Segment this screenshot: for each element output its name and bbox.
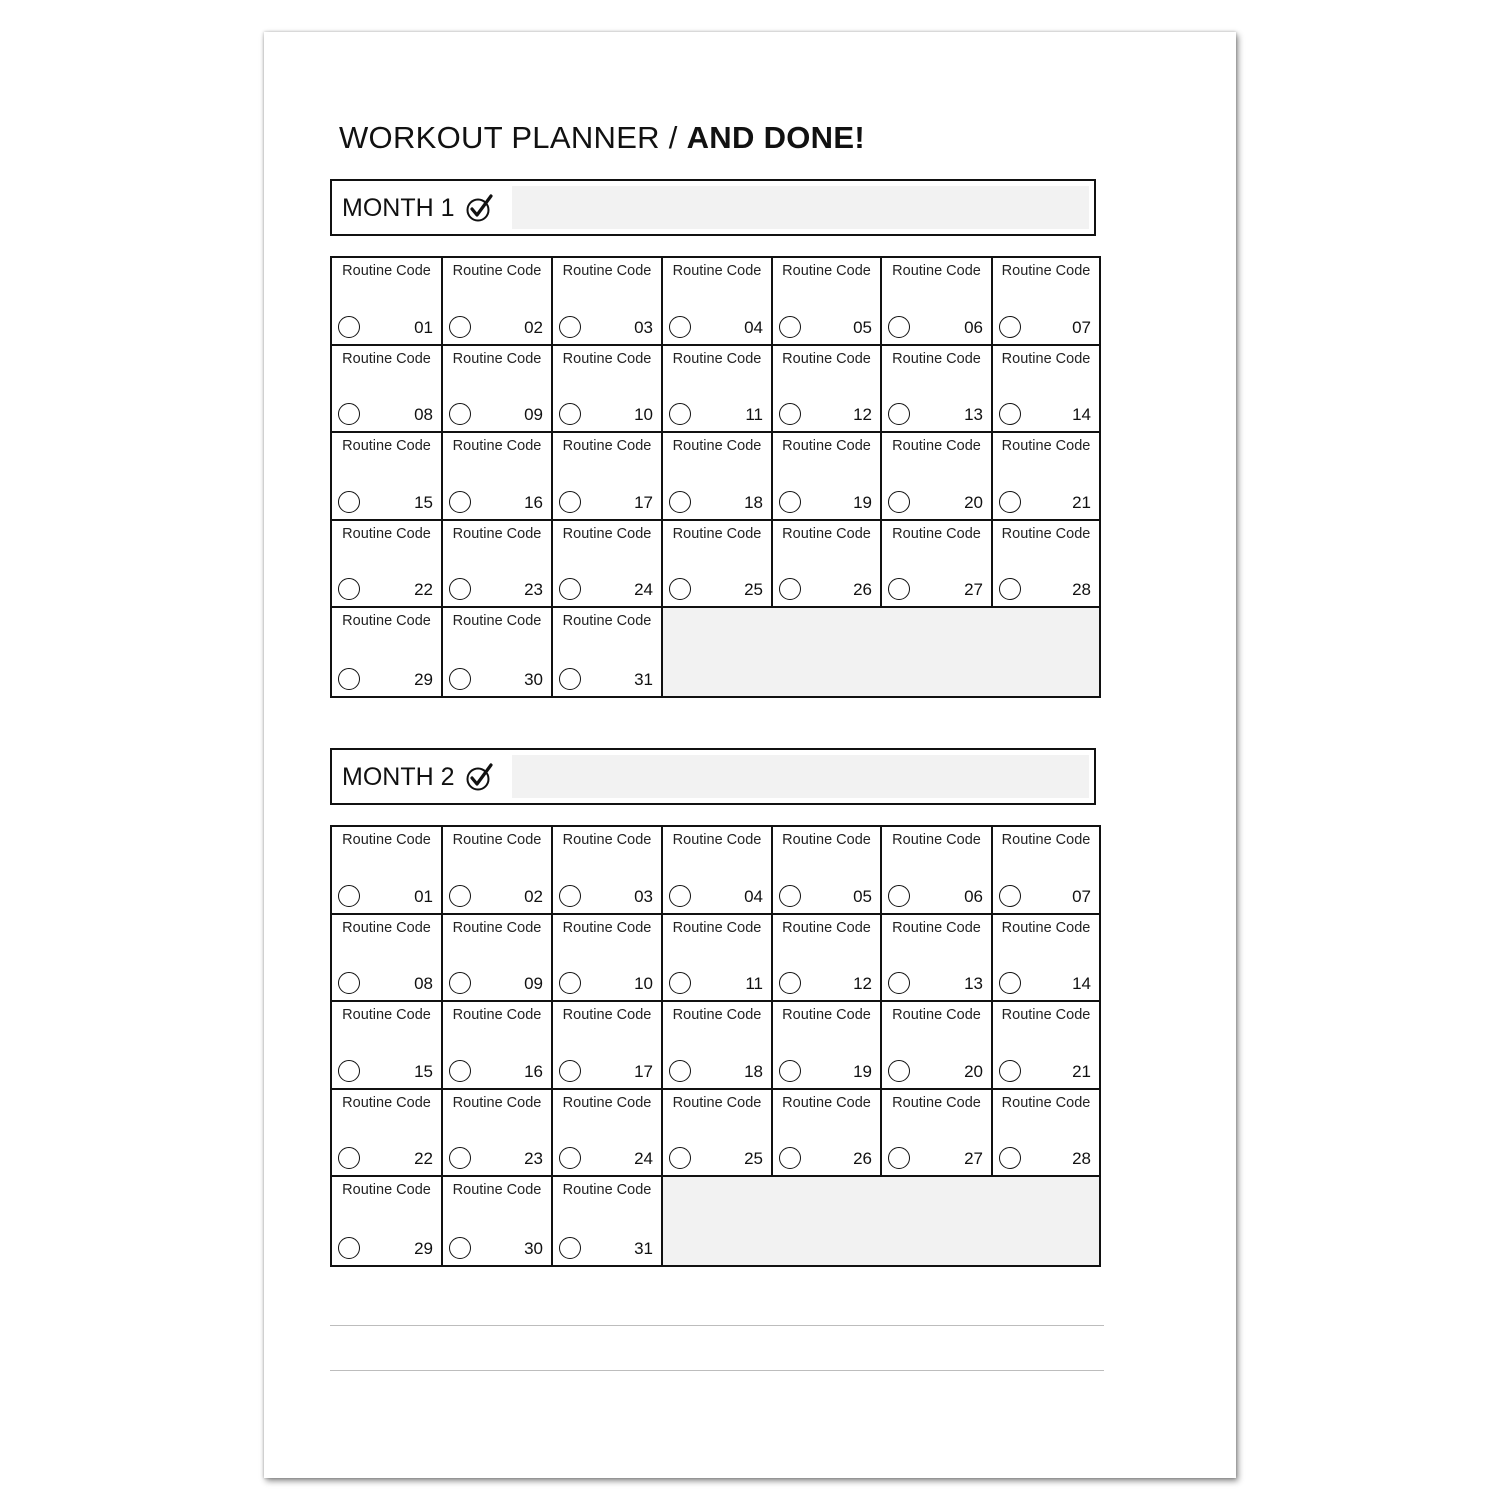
day-number: 13 (964, 405, 983, 425)
day-cell[interactable] (993, 915, 1099, 1003)
done-checkbox-circle[interactable] (449, 403, 471, 425)
day-cell[interactable] (332, 521, 443, 609)
routine-code-label: Routine Code (452, 525, 542, 542)
day-cell[interactable] (443, 827, 553, 915)
routine-code-label: Routine Code (782, 350, 871, 367)
routine-code-label: Routine Code (562, 350, 652, 367)
routine-code-label: Routine Code (892, 1007, 981, 1024)
day-cell[interactable] (332, 827, 443, 915)
routine-code-label: Routine Code (562, 1182, 652, 1199)
day-cell[interactable] (663, 915, 773, 1003)
done-checkbox-circle[interactable] (669, 316, 691, 338)
day-number: 06 (964, 317, 983, 337)
done-checkbox-circle[interactable] (559, 578, 581, 600)
routine-code-label: Routine Code (782, 919, 871, 936)
day-number: 21 (1072, 492, 1091, 512)
day-cell[interactable] (553, 258, 663, 346)
done-checkbox-circle[interactable] (338, 1147, 360, 1169)
done-checkbox-circle[interactable] (999, 1147, 1021, 1169)
day-cell[interactable] (663, 346, 773, 434)
day-cell[interactable] (882, 346, 993, 434)
day-number: 30 (524, 669, 543, 689)
day-cell[interactable] (663, 827, 773, 915)
done-checkbox-circle[interactable] (449, 1237, 471, 1259)
day-number: 10 (634, 974, 653, 994)
day-number: 08 (414, 405, 433, 425)
title-regular: WORKOUT PLANNER / (339, 120, 687, 155)
done-checkbox-circle[interactable] (559, 972, 581, 994)
day-cell[interactable] (553, 915, 663, 1003)
done-checkbox-circle[interactable] (888, 1060, 910, 1082)
done-checkbox-circle[interactable] (669, 1060, 691, 1082)
day-number: 19 (853, 1061, 872, 1081)
day-number: 07 (1072, 317, 1091, 337)
day-number: 24 (634, 580, 653, 600)
done-checkbox-circle[interactable] (999, 1060, 1021, 1082)
done-checkbox-circle[interactable] (449, 1147, 471, 1169)
done-checkbox-circle[interactable] (449, 885, 471, 907)
done-checkbox-circle[interactable] (338, 403, 360, 425)
day-cell[interactable] (443, 1090, 553, 1178)
day-number: 19 (853, 492, 872, 512)
routine-code-label: Routine Code (562, 919, 652, 936)
done-checkbox-circle[interactable] (559, 668, 581, 690)
routine-code-label: Routine Code (782, 832, 871, 848)
day-cell[interactable] (553, 608, 663, 696)
routine-code-label: Routine Code (782, 438, 871, 455)
routine-code-label: Routine Code (1001, 350, 1091, 367)
done-checkbox-circle[interactable] (888, 885, 910, 907)
day-number: 02 (524, 886, 543, 906)
routine-code-label: Routine Code (342, 438, 431, 455)
day-cell[interactable] (773, 521, 882, 609)
day-number: 11 (745, 974, 763, 994)
day-number: 13 (964, 974, 983, 994)
done-checkbox-circle[interactable] (338, 316, 360, 338)
done-checkbox-circle[interactable] (999, 316, 1021, 338)
day-number: 26 (853, 1149, 872, 1169)
day-number: 03 (634, 317, 653, 337)
done-checkbox-circle[interactable] (999, 578, 1021, 600)
routine-code-label: Routine Code (672, 832, 762, 848)
routine-code-label: Routine Code (892, 919, 981, 936)
routine-code-label: Routine Code (342, 350, 431, 367)
note-line (330, 1325, 1104, 1326)
done-checkbox-circle[interactable] (779, 1147, 801, 1169)
month-1-day-grid (330, 256, 1101, 698)
done-checkbox-circle[interactable] (888, 491, 910, 513)
day-number: 09 (524, 405, 543, 425)
month-1-header (330, 179, 1096, 236)
day-number: 03 (634, 886, 653, 906)
day-cell[interactable] (553, 346, 663, 434)
routine-code-label: Routine Code (562, 438, 652, 455)
routine-code-label: Routine Code (672, 438, 762, 455)
day-number: 18 (744, 492, 763, 512)
routine-code-label: Routine Code (1001, 919, 1091, 936)
day-cell[interactable] (773, 827, 882, 915)
day-cell[interactable] (332, 433, 443, 521)
done-checkbox-circle[interactable] (559, 491, 581, 513)
done-checkbox-circle[interactable] (559, 1147, 581, 1169)
day-number: 16 (524, 492, 543, 512)
routine-code-label: Routine Code (452, 613, 542, 630)
routine-code-label: Routine Code (672, 1094, 762, 1111)
routine-code-label: Routine Code (452, 1182, 542, 1199)
routine-code-label: Routine Code (782, 525, 871, 542)
done-checkbox-circle[interactable] (559, 316, 581, 338)
day-number: 20 (964, 492, 983, 512)
routine-code-label: Routine Code (342, 263, 431, 279)
day-number: 05 (853, 886, 872, 906)
day-cell[interactable] (882, 1002, 993, 1090)
routine-code-label: Routine Code (562, 525, 652, 542)
day-cell[interactable] (443, 1002, 553, 1090)
day-cell[interactable] (443, 258, 553, 346)
routine-code-label: Routine Code (892, 263, 981, 279)
done-checkbox-circle[interactable] (449, 491, 471, 513)
done-checkbox-circle[interactable] (779, 1060, 801, 1082)
routine-code-label: Routine Code (342, 919, 431, 936)
day-number: 06 (964, 886, 983, 906)
month-1-name-field[interactable] (512, 186, 1089, 229)
day-number: 16 (524, 1061, 543, 1081)
day-number: 04 (744, 886, 763, 906)
done-checkbox-circle[interactable] (338, 578, 360, 600)
day-number: 05 (853, 317, 872, 337)
day-cell[interactable] (882, 521, 993, 609)
day-number: 31 (634, 1238, 653, 1258)
done-checkbox-circle[interactable] (999, 972, 1021, 994)
done-checkbox-circle[interactable] (999, 885, 1021, 907)
done-checkbox-circle[interactable] (779, 972, 801, 994)
day-cell[interactable] (663, 1090, 773, 1178)
day-cell[interactable] (332, 1177, 443, 1265)
day-cell[interactable] (663, 258, 773, 346)
routine-code-label: Routine Code (342, 1182, 431, 1199)
day-cell[interactable] (443, 346, 553, 434)
day-cell[interactable] (882, 258, 993, 346)
routine-code-label: Routine Code (782, 1007, 871, 1024)
done-checkbox-circle[interactable] (338, 491, 360, 513)
routine-code-label: Routine Code (672, 919, 762, 936)
day-cell[interactable] (443, 608, 553, 696)
routine-code-label: Routine Code (892, 438, 981, 455)
done-checkbox-circle[interactable] (669, 403, 691, 425)
page-title (339, 120, 865, 156)
day-cell[interactable] (443, 915, 553, 1003)
done-checkbox-circle[interactable] (338, 885, 360, 907)
day-cell[interactable] (663, 433, 773, 521)
routine-code-label: Routine Code (562, 1007, 652, 1024)
day-number: 08 (414, 974, 433, 994)
day-number: 23 (524, 580, 543, 600)
routine-code-label: Routine Code (672, 263, 762, 279)
month-2-day-grid (330, 825, 1101, 1267)
routine-code-label: Routine Code (1001, 1094, 1091, 1111)
day-cell[interactable] (773, 1090, 882, 1178)
day-cell[interactable] (993, 1002, 1099, 1090)
routine-code-label: Routine Code (1001, 525, 1091, 542)
day-cell[interactable] (773, 915, 882, 1003)
checkmark-circle-icon (465, 194, 495, 224)
day-number: 22 (414, 1149, 433, 1169)
day-number: 21 (1072, 1061, 1091, 1081)
day-cell[interactable] (663, 521, 773, 609)
month-2-name-field[interactable] (512, 755, 1089, 798)
day-cell[interactable] (332, 346, 443, 434)
routine-code-label: Routine Code (672, 1007, 762, 1024)
day-number: 28 (1072, 1149, 1091, 1169)
routine-code-label: Routine Code (342, 525, 431, 542)
routine-code-label: Routine Code (342, 1007, 431, 1024)
routine-code-label: Routine Code (672, 350, 762, 367)
routine-code-label: Routine Code (342, 832, 431, 848)
done-checkbox-circle[interactable] (888, 316, 910, 338)
day-cell[interactable] (663, 1002, 773, 1090)
day-cell[interactable] (993, 827, 1099, 915)
day-number: 25 (744, 1149, 763, 1169)
done-checkbox-circle[interactable] (449, 668, 471, 690)
routine-code-label: Routine Code (452, 1007, 542, 1024)
month-1-label: MONTH 1 (342, 194, 455, 222)
day-cell[interactable] (443, 433, 553, 521)
day-number: 14 (1072, 405, 1091, 425)
day-number: 10 (634, 405, 653, 425)
done-checkbox-circle[interactable] (449, 1060, 471, 1082)
day-cell[interactable] (773, 1002, 882, 1090)
done-checkbox-circle[interactable] (449, 578, 471, 600)
day-cell[interactable] (332, 915, 443, 1003)
routine-code-label: Routine Code (452, 263, 542, 279)
done-checkbox-circle[interactable] (559, 403, 581, 425)
unused-days-block (663, 608, 1099, 696)
routine-code-label: Routine Code (452, 919, 542, 936)
done-checkbox-circle[interactable] (888, 578, 910, 600)
done-checkbox-circle[interactable] (559, 885, 581, 907)
day-cell[interactable] (332, 1090, 443, 1178)
routine-code-label: Routine Code (782, 263, 871, 279)
day-number: 07 (1072, 886, 1091, 906)
day-number: 26 (853, 580, 872, 600)
day-number: 14 (1072, 974, 1091, 994)
day-number: 22 (414, 580, 433, 600)
done-checkbox-circle[interactable] (779, 578, 801, 600)
day-cell[interactable] (332, 258, 443, 346)
day-number: 27 (964, 1149, 983, 1169)
done-checkbox-circle[interactable] (779, 491, 801, 513)
day-number: 29 (414, 669, 433, 689)
done-checkbox-circle[interactable] (669, 972, 691, 994)
day-cell[interactable] (773, 346, 882, 434)
day-number: 17 (634, 492, 653, 512)
day-number: 24 (634, 1149, 653, 1169)
done-checkbox-circle[interactable] (338, 1237, 360, 1259)
month-2-header (330, 748, 1096, 805)
day-cell[interactable] (553, 433, 663, 521)
day-cell[interactable] (773, 433, 882, 521)
day-number: 28 (1072, 580, 1091, 600)
day-cell[interactable] (553, 827, 663, 915)
day-number: 12 (853, 974, 872, 994)
day-number: 11 (745, 405, 763, 425)
day-number: 01 (414, 886, 433, 906)
day-number: 17 (634, 1061, 653, 1081)
day-number: 04 (744, 317, 763, 337)
day-number: 12 (853, 405, 872, 425)
routine-code-label: Routine Code (782, 1094, 871, 1111)
day-number: 25 (744, 580, 763, 600)
day-cell[interactable] (553, 1177, 663, 1265)
note-line (330, 1370, 1104, 1371)
done-checkbox-circle[interactable] (669, 491, 691, 513)
month-2-label: MONTH 2 (342, 763, 455, 791)
done-checkbox-circle[interactable] (999, 491, 1021, 513)
day-number: 29 (414, 1238, 433, 1258)
done-checkbox-circle[interactable] (779, 885, 801, 907)
day-cell[interactable] (882, 1090, 993, 1178)
day-cell[interactable] (993, 346, 1099, 434)
day-number: 01 (414, 317, 433, 337)
day-number: 30 (524, 1238, 543, 1258)
done-checkbox-circle[interactable] (559, 1060, 581, 1082)
planner-page (264, 32, 1236, 1478)
day-number: 02 (524, 317, 543, 337)
done-checkbox-circle[interactable] (338, 1060, 360, 1082)
routine-code-label: Routine Code (562, 1094, 652, 1111)
checkmark-circle-icon (465, 763, 495, 793)
routine-code-label: Routine Code (892, 350, 981, 367)
routine-code-label: Routine Code (892, 1094, 981, 1111)
routine-code-label: Routine Code (1001, 263, 1091, 279)
day-cell[interactable] (553, 1090, 663, 1178)
day-number: 18 (744, 1061, 763, 1081)
done-checkbox-circle[interactable] (888, 403, 910, 425)
done-checkbox-circle[interactable] (669, 578, 691, 600)
day-number: 31 (634, 669, 653, 689)
day-number: 27 (964, 580, 983, 600)
day-cell[interactable] (882, 827, 993, 915)
done-checkbox-circle[interactable] (449, 316, 471, 338)
routine-code-label: Routine Code (892, 832, 981, 848)
done-checkbox-circle[interactable] (338, 972, 360, 994)
routine-code-label: Routine Code (342, 613, 431, 630)
day-number: 15 (414, 492, 433, 512)
day-cell[interactable] (332, 1002, 443, 1090)
routine-code-label: Routine Code (452, 832, 542, 848)
done-checkbox-circle[interactable] (338, 668, 360, 690)
done-checkbox-circle[interactable] (999, 403, 1021, 425)
done-checkbox-circle[interactable] (669, 885, 691, 907)
routine-code-label: Routine Code (452, 350, 542, 367)
done-checkbox-circle[interactable] (779, 316, 801, 338)
unused-days-block (663, 1177, 1099, 1265)
day-cell[interactable] (993, 1090, 1099, 1178)
routine-code-label: Routine Code (1001, 438, 1091, 455)
routine-code-label: Routine Code (452, 438, 542, 455)
day-cell[interactable] (443, 521, 553, 609)
done-checkbox-circle[interactable] (669, 1147, 691, 1169)
day-cell[interactable] (993, 258, 1099, 346)
day-cell[interactable] (332, 608, 443, 696)
day-cell[interactable] (993, 433, 1099, 521)
day-cell[interactable] (882, 915, 993, 1003)
routine-code-label: Routine Code (452, 1094, 542, 1111)
done-checkbox-circle[interactable] (888, 1147, 910, 1169)
routine-code-label: Routine Code (562, 832, 652, 848)
routine-code-label: Routine Code (342, 1094, 431, 1111)
done-checkbox-circle[interactable] (559, 1237, 581, 1259)
day-cell[interactable] (773, 258, 882, 346)
routine-code-label: Routine Code (892, 525, 981, 542)
title-bold: AND DONE! (686, 120, 865, 155)
routine-code-label: Routine Code (562, 613, 652, 630)
day-cell[interactable] (553, 1002, 663, 1090)
day-cell[interactable] (993, 521, 1099, 609)
done-checkbox-circle[interactable] (449, 972, 471, 994)
done-checkbox-circle[interactable] (888, 972, 910, 994)
routine-code-label: Routine Code (562, 263, 652, 279)
day-cell[interactable] (553, 521, 663, 609)
day-number: 20 (964, 1061, 983, 1081)
routine-code-label: Routine Code (672, 525, 762, 542)
day-number: 09 (524, 974, 543, 994)
done-checkbox-circle[interactable] (779, 403, 801, 425)
routine-code-label: Routine Code (1001, 832, 1091, 848)
day-cell[interactable] (443, 1177, 553, 1265)
day-number: 23 (524, 1149, 543, 1169)
routine-code-label: Routine Code (1001, 1007, 1091, 1024)
day-number: 15 (414, 1061, 433, 1081)
day-cell[interactable] (882, 433, 993, 521)
